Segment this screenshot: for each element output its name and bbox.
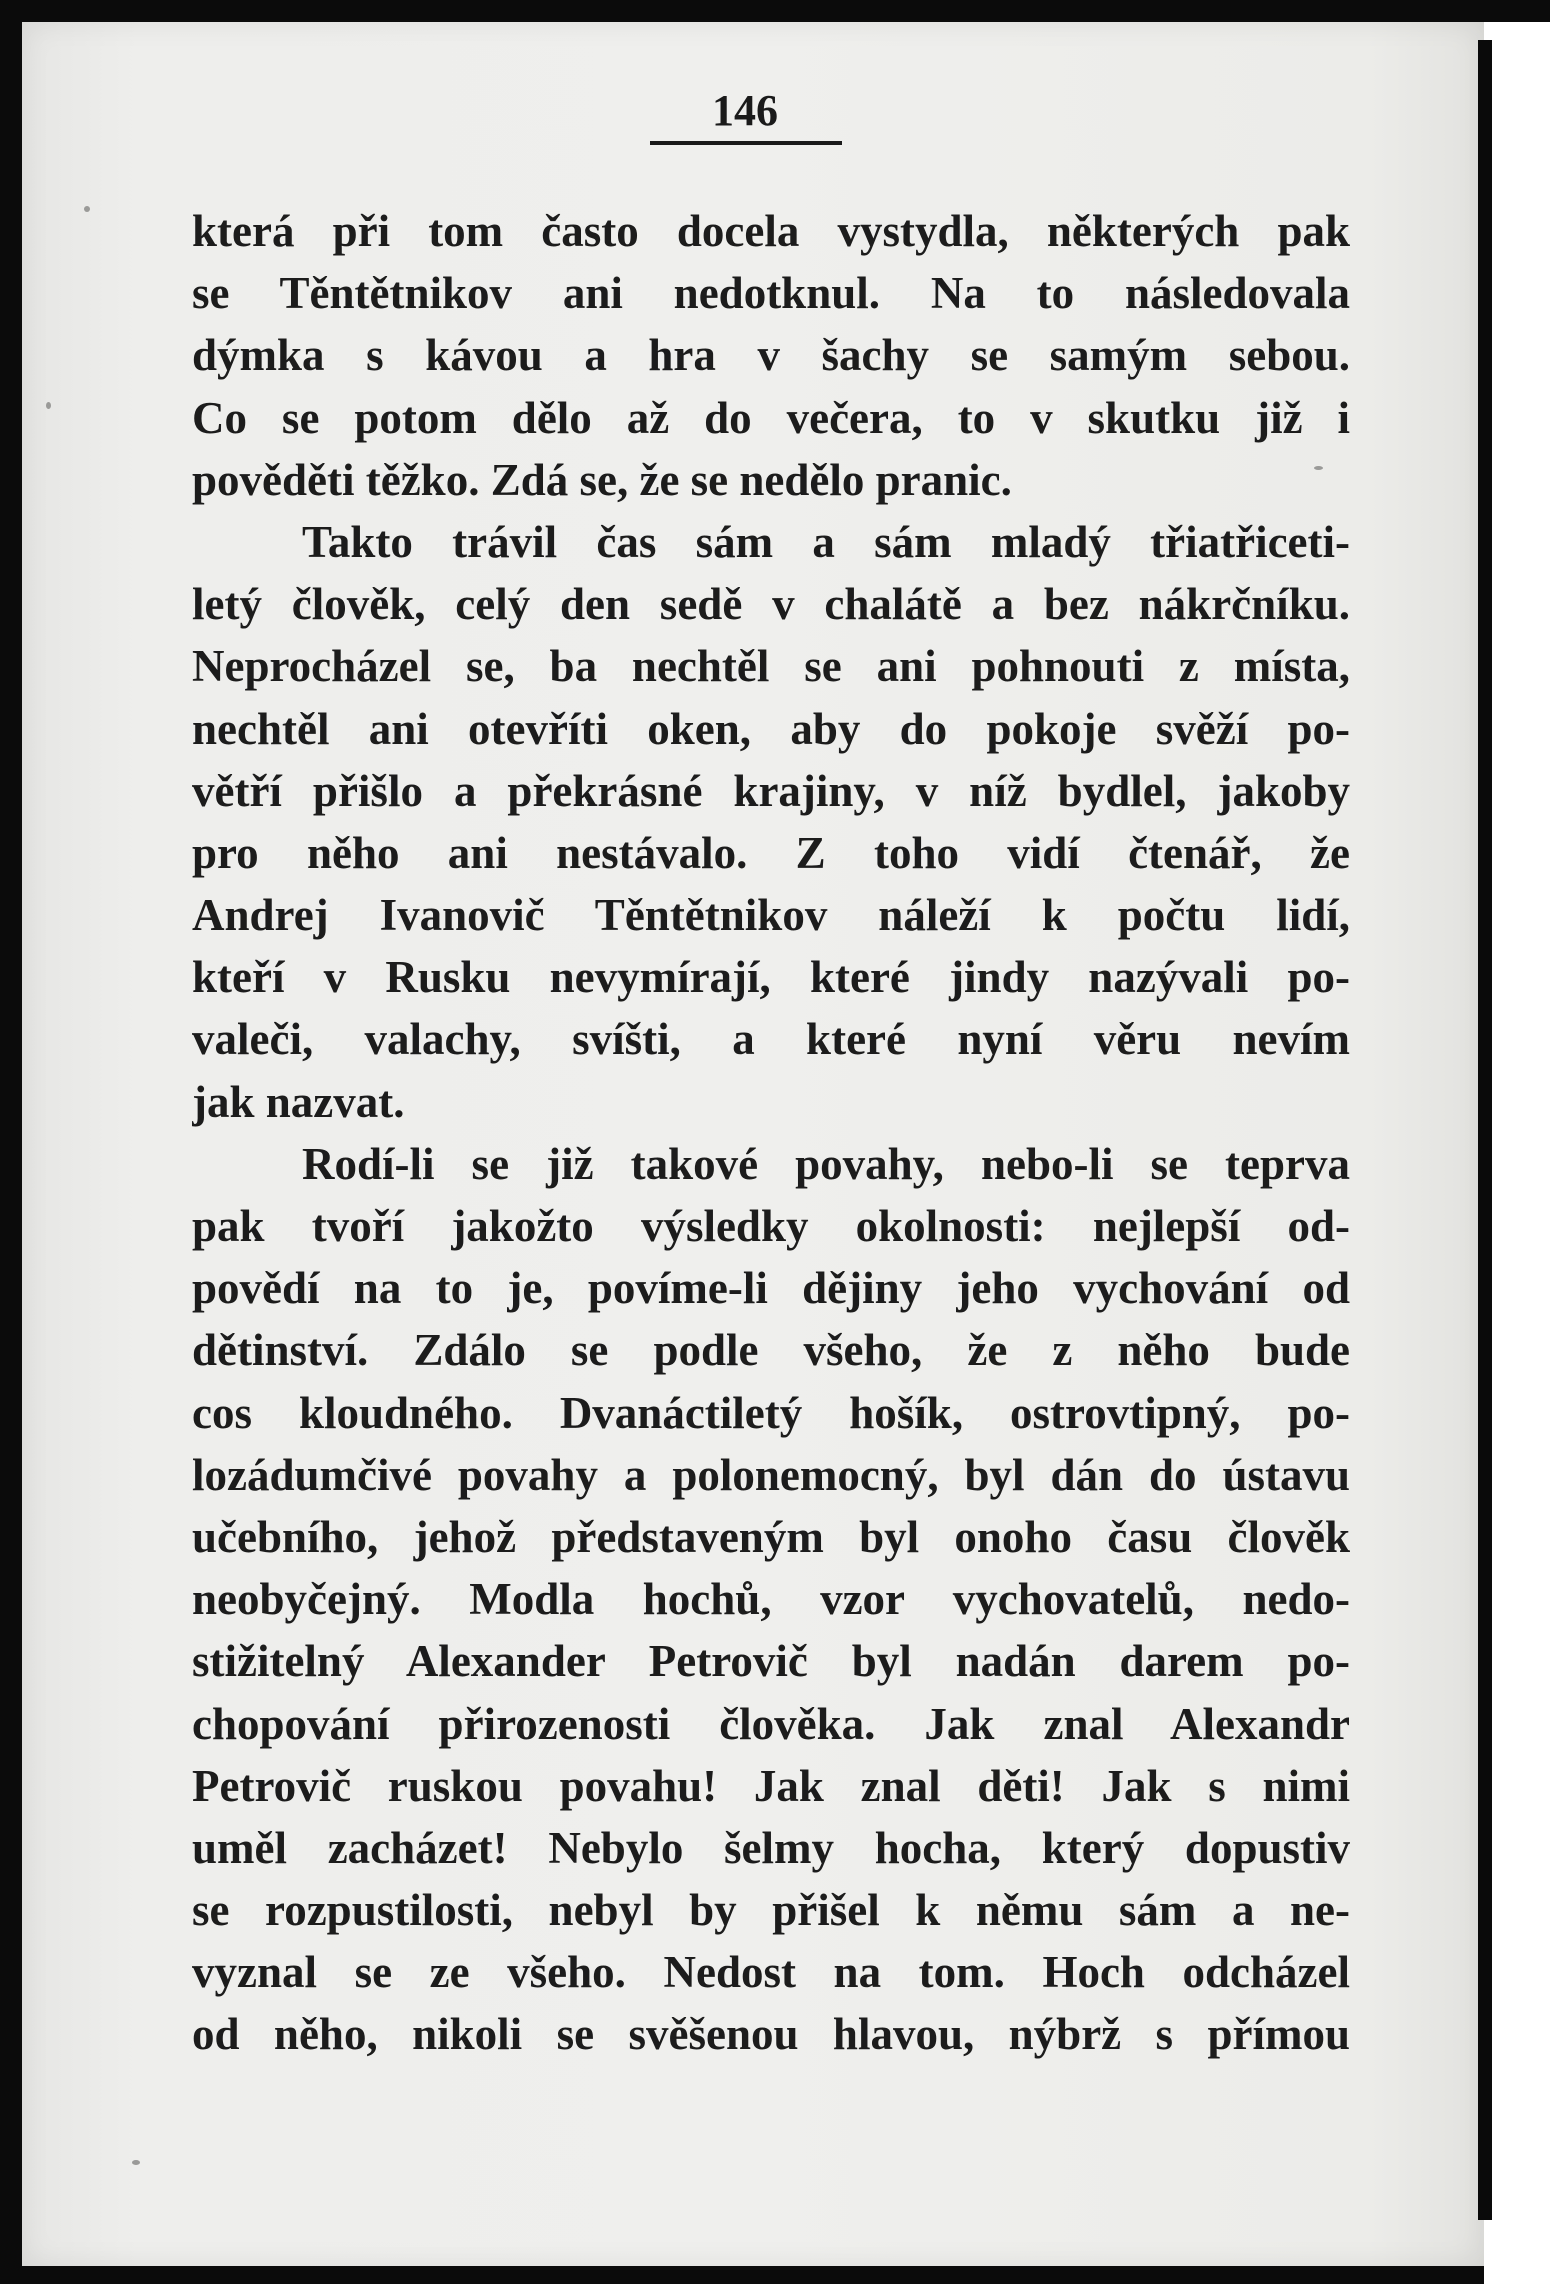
text-line: valeči, valachy, svíšti, a které nyní věru nevím [192, 1014, 1350, 1065]
text-line: vyznal se ze všeho. Nedost na tom. Hoch odcházel [192, 1947, 1350, 1998]
scan-edge-margin [1484, 22, 1550, 2284]
text-line: učebního, jehož představeným byl onoho času člověk [192, 1511, 1350, 1562]
text-line: dýmka s kávou a hra v šachy se samým sebou. [192, 330, 1350, 381]
text-line: pro něho ani nestávalo. Z toho vidí čtenář, že [192, 827, 1350, 878]
text-line: Andrej Ivanovič Těntětnikov náleží k počtu lidí, [192, 890, 1350, 941]
text-line: cos kloudného. Dvanáctiletý hošík, ostrovtipný, po- [192, 1387, 1350, 1438]
page-number: 146 [712, 86, 778, 135]
text-line: se Těntětnikov ani nedotknul. Na to následovala [192, 268, 1350, 319]
text-line: se rozpustilosti, nebyl by přišel k němu sám a ne- [192, 1885, 1350, 1936]
page-edge-shadow [1478, 40, 1492, 2220]
text-line: dětinství. Zdálo se podle všeho, že z něho bude [192, 1325, 1350, 1376]
paragraph-start-line: Takto trávil čas sám a sám mladý třiatřiceti- [302, 516, 1350, 567]
paper-speck [132, 2160, 140, 2165]
text-line: jak nazvat. [192, 1076, 405, 1127]
paper-speck [46, 402, 51, 409]
header-rule [650, 141, 842, 145]
body-text [192, 200, 1350, 2066]
text-line: která při tom často docela vystydla, některých pak [192, 206, 1350, 256]
text-line: od něho, nikoli se svěšenou hlavou, nýbrž s přímou [192, 2009, 1350, 2060]
text-line: pak tvoří jakožto výsledky okolnosti: nejlepší od- [192, 1201, 1350, 1251]
text-line: lozádumčivé povahy a polonemocný, byl dán do ústavu [192, 1449, 1350, 1500]
text-line: pověděti těžko. Zdá se, že se nedělo pranic. [192, 454, 1012, 505]
text-line: Neprocházel se, ba nechtěl se ani pohnouti z místa, [192, 641, 1350, 692]
text-line: chopování přirozenosti člověka. Jak znal Alexandr [192, 1698, 1350, 1749]
text-line: povědí na to je, povíme-li dějiny jeho vychování od [192, 1263, 1350, 1314]
paragraph-start-line: Rodí-li se již takové povahy, nebo-li se teprva [302, 1138, 1350, 1189]
text-line: uměl zacházet! Nebylo šelmy hocha, který dopustiv [192, 1822, 1350, 1873]
text-line: stižitelný Alexander Petrovič byl nadán darem po- [192, 1636, 1350, 1687]
paper-speck [84, 206, 90, 212]
text-line: nechtěl ani otevříti oken, aby do pokoje svěží po- [192, 703, 1350, 754]
text-line: větří přišlo a překrásné krajiny, v níž bydlel, jakoby [192, 765, 1350, 816]
text-line: neobyčejný. Modla hochů, vzor vychovatelů, nedo- [192, 1574, 1350, 1625]
text-line: letý člověk, celý den sedě v chalátě a bez nákrčníku. [192, 579, 1350, 630]
text-line: Petrovič ruskou povahu! Jak znal děti! Jak s nimi [192, 1760, 1350, 1811]
text-line: kteří v Rusku nevymírají, které jindy nazývali po- [192, 952, 1350, 1003]
text-line: Co se potom dělo až do večera, to v skutku již i [192, 392, 1350, 443]
